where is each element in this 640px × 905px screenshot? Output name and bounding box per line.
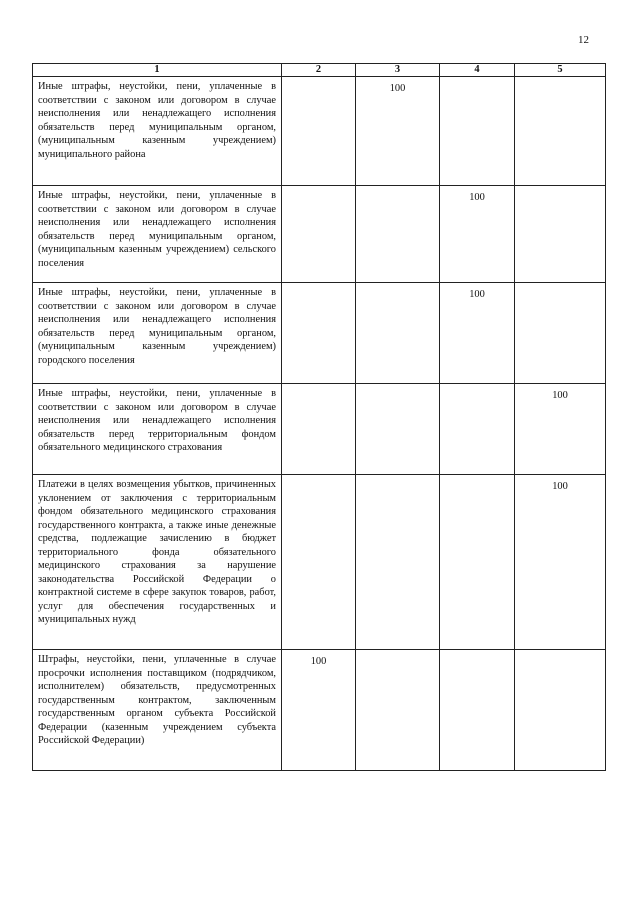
row-value-col5: 100 (515, 475, 606, 650)
column-header-4: 4 (440, 64, 515, 77)
row-value-col3 (356, 384, 440, 475)
row-description: Иные штрафы, неустойки, пени, уплаченные в соответствии с законом или договором в случае неисполнения или ненадлежащего исполнения обязательств перед муниципальным органом, (муниципальным казенным учреждением) муниципального района (33, 77, 282, 186)
row-description: Иные штрафы, неустойки, пени, уплаченные в соответствии с законом или договором в случае неисполнения или ненадлежащего исполнения обязательств перед территориальным фондом обязательного медицинского страхования (33, 384, 282, 475)
page-number: 12 (578, 34, 589, 46)
column-header-1: 1 (33, 64, 282, 77)
row-value-col2 (282, 384, 356, 475)
row-value-col4 (440, 77, 515, 186)
row-value-col2 (282, 283, 356, 384)
row-description: Платежи в целях возмещения убытков, причиненных уклонением от заключения с территориальным фондом обязательного медицинского страхования государственного контракта, а также иные денежные средства, подлежащие зачислению в бюджет территориального фонда обязательного медицинского страхования за нарушение законодательства Российской Федерации о контрактной системе в сфере закупок товаров, работ, услуг для обеспечения государственных и муниципальных нужд (33, 475, 282, 650)
column-header-2: 2 (282, 64, 356, 77)
row-value-col5 (515, 650, 606, 771)
row-value-col2 (282, 186, 356, 283)
row-description: Иные штрафы, неустойки, пени, уплаченные в соответствии с законом или договором в случае неисполнения или ненадлежащего исполнения обязательств перед муниципальным органом, (муниципальным казенным учреждением) городского поселения (33, 283, 282, 384)
row-description: Иные штрафы, неустойки, пени, уплаченные в соответствии с законом или договором в случае неисполнения или ненадлежащего исполнения обязательств перед муниципальным органом, (муниципальным казенным учреждением) сельского поселения (33, 186, 282, 283)
row-value-col4 (440, 650, 515, 771)
row-value-col5: 100 (515, 384, 606, 475)
row-value-col3: 100 (356, 77, 440, 186)
table-row (33, 77, 606, 186)
revenue-allocation-table (32, 63, 606, 771)
row-value-col4 (440, 384, 515, 475)
row-description: Штрафы, неустойки, пени, уплаченные в случае просрочки исполнения поставщиком (подрядчиком, исполнителем) обязательств, предусмотренных государственным контрактом, заключенным государственным органом субъекта Российской Федерации (казенным учреждением субъекта Российской Федерации) (33, 650, 282, 771)
table-header-row (33, 64, 606, 77)
table-row (33, 650, 606, 771)
table-row (33, 384, 606, 475)
row-value-col3 (356, 283, 440, 384)
row-value-col3 (356, 475, 440, 650)
row-value-col4: 100 (440, 283, 515, 384)
row-value-col3 (356, 650, 440, 771)
row-value-col3 (356, 186, 440, 283)
row-value-col2 (282, 77, 356, 186)
row-value-col4: 100 (440, 186, 515, 283)
row-value-col5 (515, 77, 606, 186)
row-value-col2: 100 (282, 650, 356, 771)
table-row (33, 186, 606, 283)
row-value-col4 (440, 475, 515, 650)
table-row (33, 475, 606, 650)
row-value-col5 (515, 283, 606, 384)
column-header-3: 3 (356, 64, 440, 77)
table-row (33, 283, 606, 384)
column-header-5: 5 (515, 64, 606, 77)
row-value-col2 (282, 475, 356, 650)
row-value-col5 (515, 186, 606, 283)
